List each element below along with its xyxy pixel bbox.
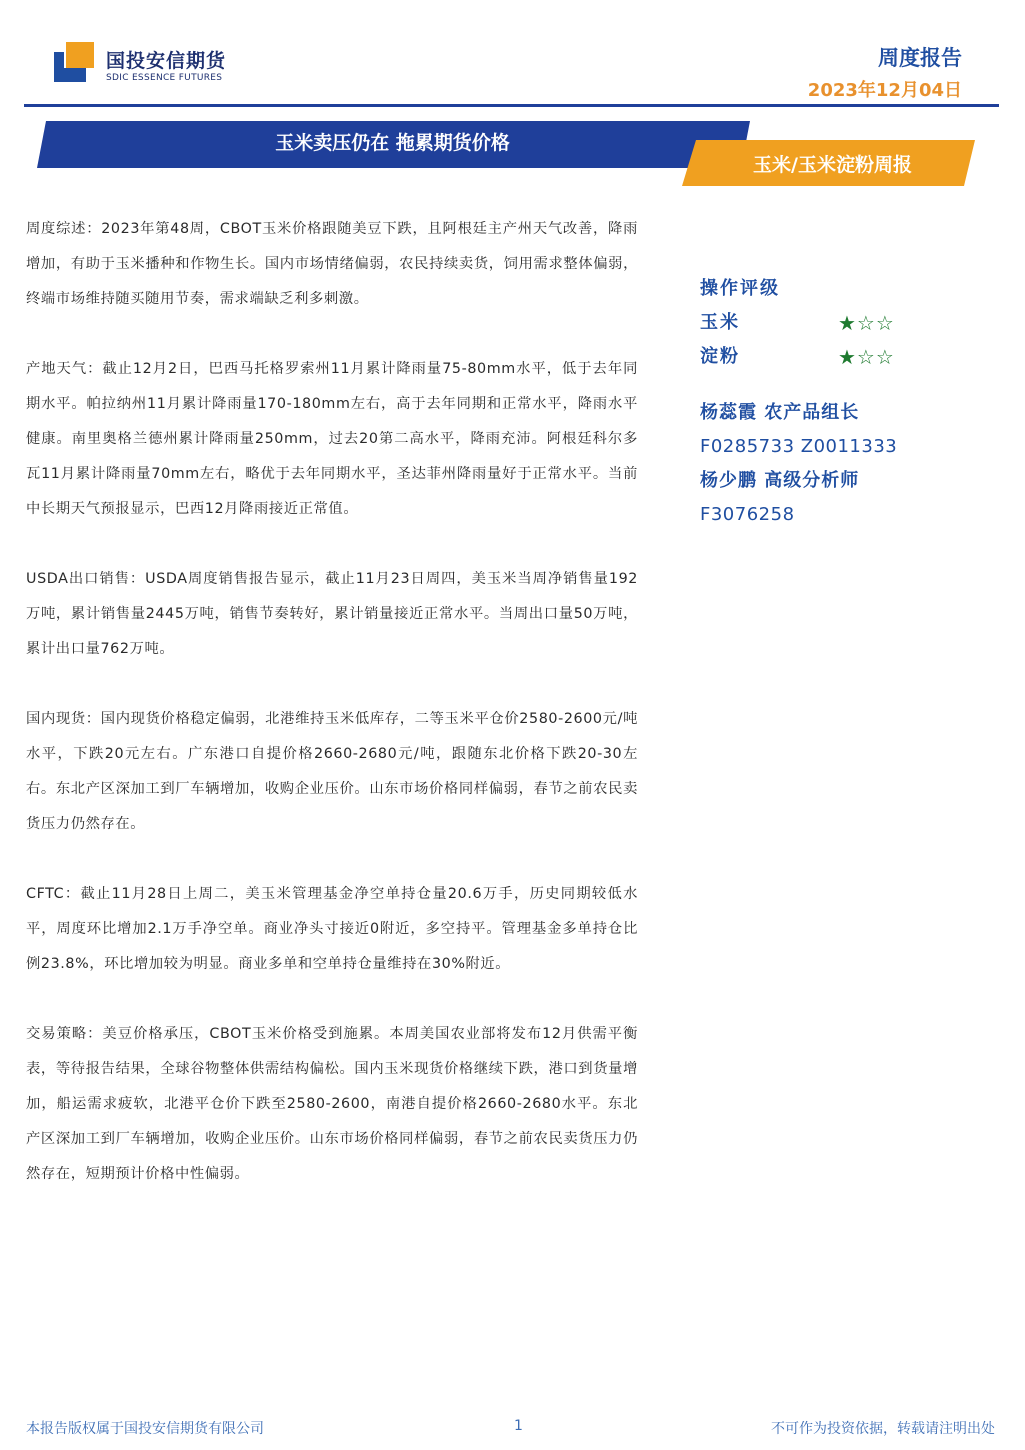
- analyst-license: F3076258: [700, 504, 795, 525]
- footer-disclaimer: 不可作为投资依据，转载请注明出处: [771, 1421, 995, 1437]
- rating-heading: 操作评级: [700, 278, 780, 299]
- paragraph-cftc: CFTC：截止11月28日上周二，美玉米管理基金净空单持仓量20.6万手，历史同期较低水平，周度环比增加2.1万手净空单。商业净头寸接近0附近，多空持平。管理基金多单持仓比例23.8%，环比增加较为明显。商业多单和空单持仓量维持在30%附近。: [26, 886, 638, 972]
- rating-row-starch: [700, 340, 920, 374]
- paragraph-summary: 周度综述：2023年第48周，CBOT玉米价格跟随美豆下跌，且阿根廷主产州天气改善，降雨增加，有助于玉米播种和作物生长。国内市场情绪偏弱，农民持续卖货，饲用需求整体偏弱，终端市场维持随买随用节奏，需求端缺乏利多刺激。: [26, 221, 638, 307]
- footer-copyright: 本报告版权属于国投安信期货有限公司: [26, 1421, 264, 1437]
- analyst-name: 杨少鹏 高级分析师: [700, 470, 860, 491]
- main-content: [26, 212, 638, 1227]
- star-rating-icon: ★☆☆: [838, 311, 895, 335]
- paragraph-strategy: 交易策略：美豆价格承压，CBOT玉米价格受到施累。本周美国农业部将发布12月供需平衡表，等待报告结果，全球谷物整体供需结构偏松。国内玉米现货价格继续下跌，港口到货量增加，船运需求疲软，北港平仓价下跌至2580-2600，南港自提价格2660-2680水平。东北产区深加工到厂车辆增加，收购企业压价。山东市场价格同样偏弱，春节之前农民卖货压力仍然存在，短期预计价格中性偏弱。: [26, 1026, 638, 1182]
- page-number: 1: [514, 1418, 523, 1434]
- analyst-list: [700, 396, 920, 532]
- header-divider: [24, 104, 999, 107]
- star-rating-icon: ★☆☆: [838, 345, 895, 369]
- rating-row-corn: [700, 306, 920, 340]
- report-date: 2023年12月04日: [807, 80, 962, 101]
- logo-chinese-name: 国投安信期货: [106, 50, 227, 72]
- logo-mark-icon: [52, 40, 96, 84]
- company-logo: [52, 40, 232, 90]
- rating-label: 淀粉: [700, 346, 740, 367]
- report-type: 周度报告: [878, 46, 962, 70]
- report-series: 玉米/玉米淀粉周报: [753, 154, 912, 176]
- paragraph-usda-export: USDA出口销售：USDA周度销售报告显示，截止11月23日周四，美玉米当周净销售量192万吨，累计销售量2445万吨，销售节奏转好，累计销量接近正常水平。当周出口量50万吨，累计出口量762万吨。: [26, 571, 638, 657]
- logo-english-name: SDIC ESSENCE FUTURES: [106, 73, 223, 83]
- analyst-license: F0285733 Z0011333: [700, 436, 898, 457]
- paragraph-weather: 产地天气：截止12月2日，巴西马托格罗索州11月累计降雨量75-80mm水平，低于去年同期水平。帕拉纳州11月累计降雨量170-180mm左右，高于去年同期和正常水平，降雨水平健康。南里奥格兰德州累计降雨量250mm，过去20第二高水平，降雨充沛。阿根廷科尔多瓦11月累计降雨量70mm左右，略优于去年同期水平，圣达菲州降雨量好于正常水平。当前中长期天气预报显示，巴西12月降雨接近正常值。: [26, 361, 638, 517]
- analyst-name: 杨蕊霞 农产品组长: [700, 402, 860, 423]
- rating-label: 玉米: [700, 312, 740, 333]
- sidebar: [700, 272, 920, 532]
- report-title: 玉米卖压仍在 拖累期货价格: [275, 132, 510, 154]
- paragraph-domestic-spot: 国内现货：国内现货价格稳定偏弱，北港维持玉米低库存，二等玉米平仓价2580-2600元/吨水平，下跌20元左右。广东港口自提价格2660-2680元/吨，跟随东北价格下跌20-30左右。东北产区深加工到厂车辆增加，收购企业压价。山东市场价格同样偏弱，春节之前农民卖货压力仍然存在。: [26, 711, 638, 832]
